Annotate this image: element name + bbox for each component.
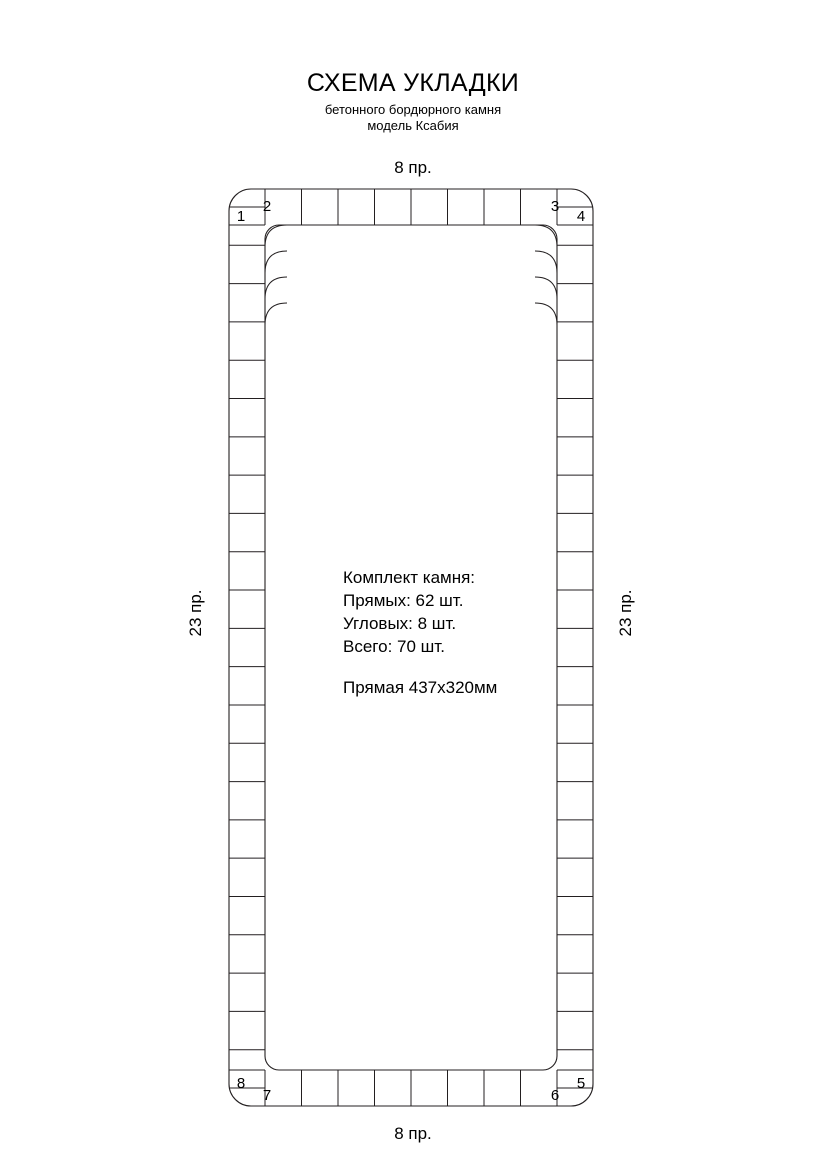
dimension-label-top: 8 пр. <box>394 158 432 177</box>
page-subtitle-1: бетонного бордюрного камня <box>324 102 502 117</box>
corner-number-7: 7 <box>262 1087 272 1104</box>
page-subtitle-2: модель Ксабия <box>367 118 459 133</box>
legend-block <box>343 566 497 699</box>
corner-number-1: 1 <box>236 208 246 225</box>
corner-number-6: 6 <box>550 1087 560 1104</box>
page-title: СХЕМА УКЛАДКИ <box>306 69 520 97</box>
dimension-label-bottom: 8 пр. <box>394 1124 432 1143</box>
dimension-label-right: 23 пр. <box>616 589 635 637</box>
dimension-label-left: 23 пр. <box>186 589 205 637</box>
corner-number-5: 5 <box>576 1075 586 1092</box>
legend-line-2: Прямых: 62 шт. <box>343 591 464 610</box>
legend-line-1: Комплект камня: <box>343 568 476 587</box>
legend-line-3: Угловых: 8 шт. <box>343 614 457 633</box>
corner-number-3: 3 <box>550 198 560 215</box>
corner-number-8: 8 <box>236 1075 246 1092</box>
legend-line-5: Прямая 437х320мм <box>343 678 498 697</box>
corner-number-4: 4 <box>576 208 586 225</box>
corner-number-2: 2 <box>262 198 272 215</box>
legend-line-4: Всего: 70 шт. <box>343 637 445 656</box>
legend-spacer <box>343 658 497 676</box>
